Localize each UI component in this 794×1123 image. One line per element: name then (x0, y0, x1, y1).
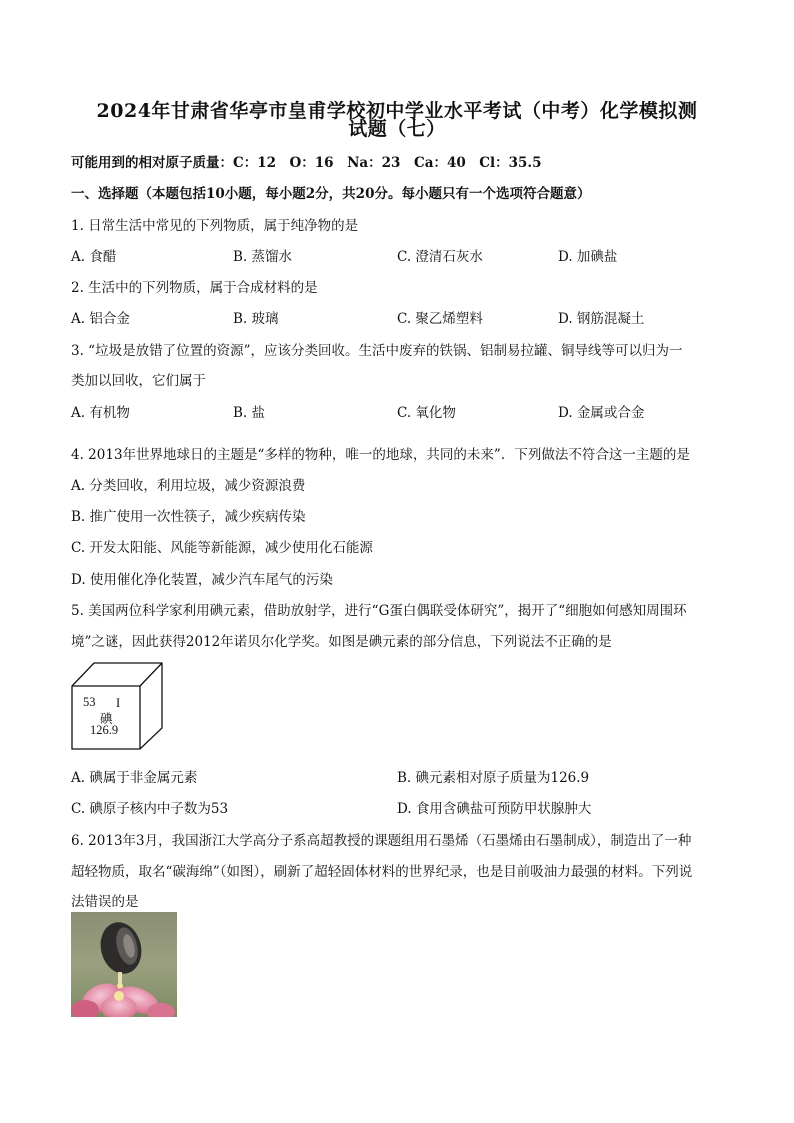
question-6-stem-line2: 超轻物质，取名“碳海绵”（如图），刷新了超轻固体材料的世界纪录，也是目前吸油力最强的材料。下列说 (71, 864, 693, 880)
question-6-stem-line3: 法错误的是 (71, 894, 139, 910)
exam-title-line1: 2024年甘肃省华亭市皇甫学校初中学业水平考试（中考）化学模拟测 (96, 100, 698, 122)
q4-option-c: C. 开发太阳能、风能等新能源，减少使用化石能源 (71, 540, 373, 556)
element-name: 碘 (100, 712, 113, 726)
question-1-stem: 1. 日常生活中常见的下列物质，属于纯净物的是 (71, 218, 359, 234)
q5-option-a: A. 碘属于非金属元素 (71, 770, 198, 786)
element-atomic-number: 53 (83, 695, 96, 709)
question-5-stem-line2: 境”之谜，因此获得2012年诺贝尔化学奖。如图是碘元素的部分信息，下列说法不正确的是 (71, 634, 612, 650)
q3-option-a: A. 有机物 (71, 405, 130, 421)
question-3-stem-line1: 3. “垃圾是放错了位置的资源”，应该分类回收。生活中废弃的铁锅、铝制易拉罐、铜导线等可以归为一 (71, 343, 683, 359)
q5-option-d: D. 食用含碘盐可预防甲状腺肿大 (397, 801, 592, 817)
q2-option-c: C. 聚乙烯塑料 (397, 311, 483, 327)
question-4-stem: 4. 2013年世界地球日的主题是“多样的物种，唯一的地球，共同的未来”．下列做法不符合这一主题的是 (71, 447, 690, 463)
q3-option-c: C. 氧化物 (397, 405, 456, 421)
section-heading: 一、选择题（本题包括10小题，每小题2分，共20分。每小题只有一个选项符合题意） (71, 186, 591, 202)
carbon-sponge-illustration (71, 912, 177, 1017)
q3-option-d: D. 金属或合金 (558, 405, 645, 421)
q2-option-b: B. 玻璃 (233, 311, 279, 327)
q3-option-b: B. 盐 (233, 405, 266, 421)
q4-option-b: B. 推广使用一次性筷子，减少疾病传染 (71, 509, 306, 525)
iodine-element-card (71, 662, 163, 750)
q5-option-b: B. 碘元素相对原子质量为126.9 (397, 770, 590, 786)
q1-option-d: D. 加碘盐 (558, 249, 618, 265)
element-symbol: I (116, 696, 121, 710)
element-atomic-mass: 126.9 (90, 723, 119, 737)
exam-title-line2: 试题（七） (348, 118, 446, 140)
q4-option-d: D. 使用催化净化装置，减少汽车尾气的污染 (71, 572, 333, 588)
q4-option-a: A. 分类回收，利用垃圾，减少资源浪费 (71, 478, 306, 494)
question-6-stem-line1: 6. 2013年3月，我国浙江大学高分子系高超教授的课题组用石墨烯（石墨烯由石墨制成），制造出了一种 (71, 833, 692, 849)
carbon-sponge-photo (71, 912, 177, 1017)
q2-option-a: A. 铝合金 (71, 311, 130, 327)
question-3-stem-line2: 类加以回收，它们属于 (71, 373, 206, 389)
q2-option-d: D. 钢筋混凝土 (558, 311, 645, 327)
q1-option-b: B. 蒸馏水 (233, 249, 293, 265)
q1-option-c: C. 澄清石灰水 (397, 249, 483, 265)
question-2-stem: 2. 生活中的下列物质，属于合成材料的是 (71, 280, 318, 296)
question-5-stem-line1: 5. 美国两位科学家利用碘元素，借助放射学，进行“G蛋白偶联受体研究”，揭开了“细胞如何感知周围环 (71, 603, 687, 619)
atomic-masses: 可能用到的相对原子质量：C：12 O：16 Na：23 Ca：40 Cl：35.5 (71, 155, 542, 171)
q1-option-a: A. 食醋 (71, 249, 117, 265)
q5-option-c: C. 碘原子核内中子数为53 (71, 801, 229, 817)
